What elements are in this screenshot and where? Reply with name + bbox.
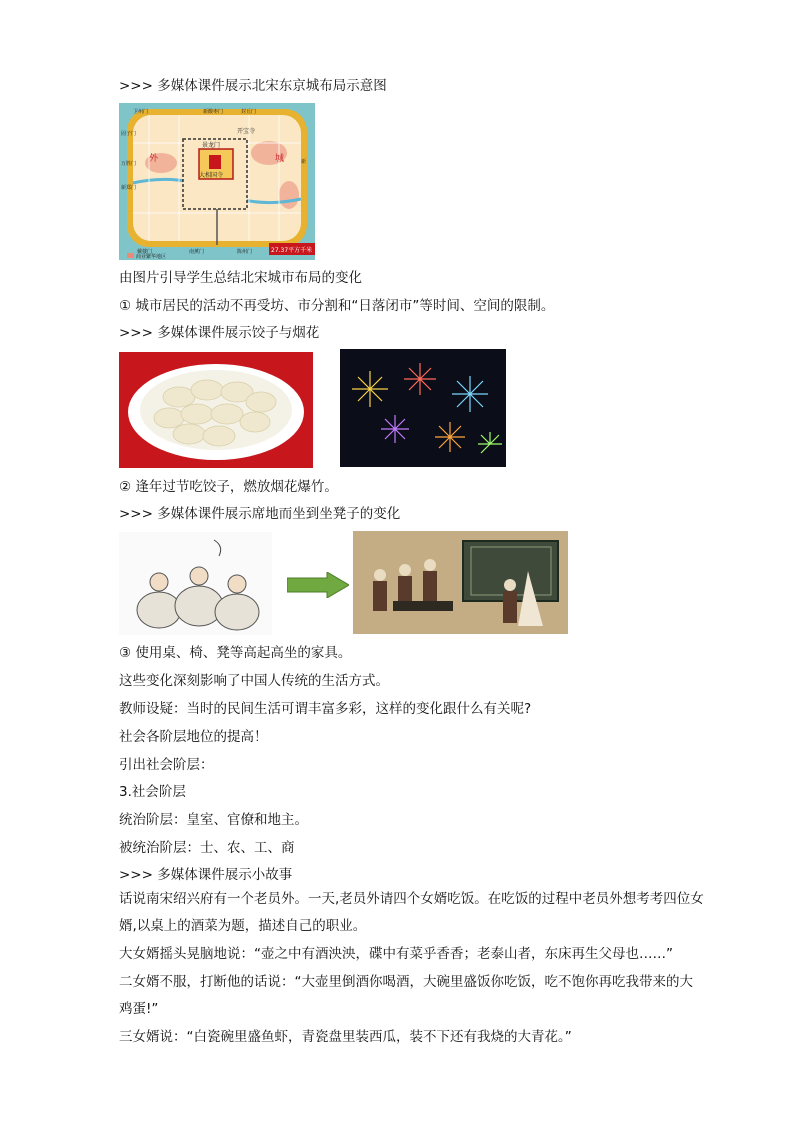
lead-in: 引出社会阶层： <box>119 757 214 773</box>
svg-text:景龙门: 景龙门 <box>202 142 221 149</box>
svg-text:戴楼门: 戴楼门 <box>137 249 153 255</box>
caption-furniture: >>> 多媒体课件展示席地而坐到坐凳子的变化 <box>119 506 401 522</box>
ruling-class: 统治阶层：皇室、官僚和地主。 <box>119 812 308 828</box>
svg-text:新: 新 <box>301 159 307 165</box>
svg-text:卫州门: 卫州门 <box>133 109 149 115</box>
caption-food-fireworks: >>> 多媒体课件展示饺子与烟花 <box>119 325 320 341</box>
summary-intro: 由图片引导学生总结北宋城市布局的变化 <box>119 270 362 286</box>
point-1: ① 城市居民的活动不再受坊、市分割和“日落闭市”等时间、空间的限制。 <box>119 298 555 314</box>
fireworks-image <box>340 349 506 467</box>
arrow-icon <box>287 572 349 598</box>
map-scale-badge: 27.37平方千米 <box>271 247 313 254</box>
point-3: ③ 使用桌、椅、凳等高起高坐的家具。 <box>119 645 352 661</box>
svg-text:新酸枣门: 新酸枣门 <box>203 109 224 115</box>
section-heading: 3.社会阶层 <box>119 784 186 800</box>
story-paragraph-4: 三女婿说：“白瓷碗里盛鱼虾，青瓷盘里装西瓜，装不下还有我烧的大青花。” <box>119 1029 572 1045</box>
story-paragraph-2: 大女婿摇头晃脑地说：“壶之中有酒泱泱，碟中有菜乎香香；老泰山者，东床再生父母也……” <box>119 946 673 962</box>
song-painting-image <box>353 531 568 634</box>
kaifeng-map-image <box>119 103 315 260</box>
svg-text:商业繁华地区: 商业繁华地区 <box>136 254 167 260</box>
teacher-question: 教师设疑：当时的民间生活可谓丰富多彩，这样的变化跟什么有关呢? <box>119 701 532 717</box>
caption-map: >>> 多媒体课件展示北宋东京城布局示意图 <box>119 78 387 94</box>
answer-statement: 社会各阶层地位的提高！ <box>119 729 268 745</box>
map-outer-label-2: 城 <box>275 154 285 164</box>
svg-text:万胜门: 万胜门 <box>121 161 137 167</box>
dumplings-image <box>119 352 313 468</box>
map-outer-label: 外 <box>149 154 159 164</box>
svg-text:陈州门: 陈州门 <box>237 249 253 255</box>
story-paragraph-1: 话说南宋绍兴府有一个老员外。一天,老员外请四个女婿吃饭。在吃饭的过程中老员外想考考四位女婿,以桌上的酒菜为题，描述自己的职业。 <box>119 891 704 934</box>
svg-text:南薰门: 南薰门 <box>189 249 205 255</box>
influence-statement: 这些变化深刻影响了中国人传统的生活方式。 <box>119 673 389 689</box>
story-paragraph-3: 二女婿不服，打断他的话说：“大壶里倒酒你喝酒，大碗里盛饭你吃饭，吃不饱你再吃我带来的大鸡蛋!” <box>119 974 693 1017</box>
ruled-class: 被统治阶层：士、农、工、商 <box>119 840 295 856</box>
svg-text:新郑门: 新郑门 <box>121 185 137 191</box>
kaifeng-map-svg <box>119 103 315 260</box>
svg-text:大相国寺: 大相国寺 <box>199 172 224 179</box>
svg-text:封丘门: 封丘门 <box>241 109 257 115</box>
point-2: ② 逢年过节吃饺子，燃放烟花爆竹。 <box>119 479 338 495</box>
svg-text:开宝寺: 开宝寺 <box>237 128 256 135</box>
floor-sitting-image <box>119 532 272 635</box>
caption-story: >>> 多媒体课件展示小故事 <box>119 867 293 883</box>
svg-text:固子门: 固子门 <box>121 131 137 137</box>
